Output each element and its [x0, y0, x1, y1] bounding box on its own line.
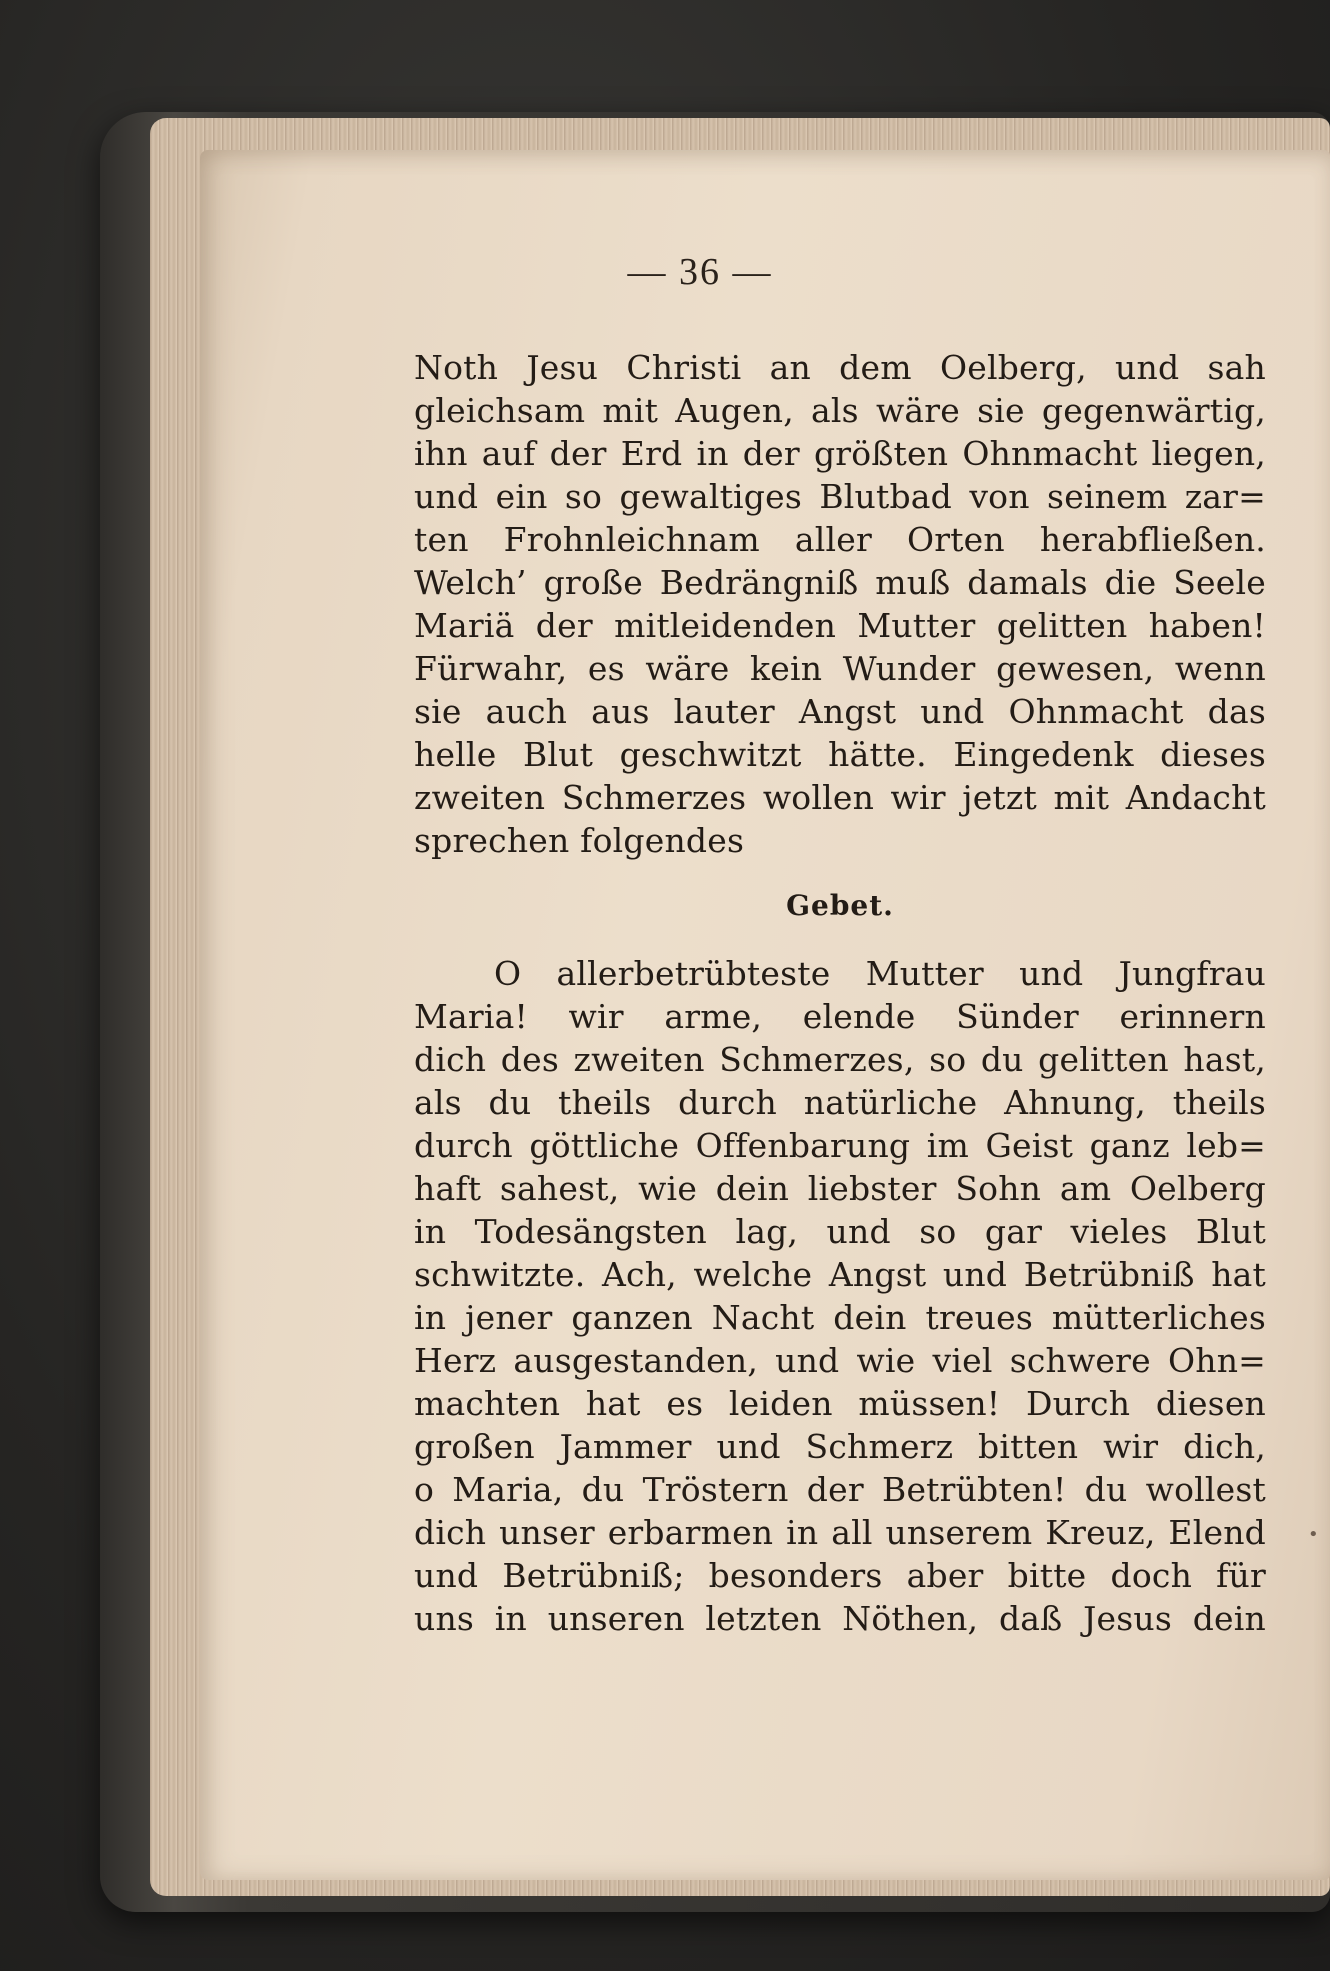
paragraph-2 — [414, 952, 1266, 1640]
text-line: Fürwahr, es wäre kein Wunder gewesen, wenn — [414, 649, 1266, 688]
text-line: Welch’ große Bedrängniß muß damals die Seele — [414, 563, 1266, 602]
text-line: dich unser erbarmen in all unserem Kreuz, Elend — [414, 1513, 1266, 1552]
text-line: und Betrübniß; besonders aber bitte doch für — [414, 1556, 1266, 1595]
text-line: Noth Jesu Christi an dem Oelberg, und sah — [414, 348, 1266, 387]
text-line: ten Frohnleichnam aller Orten herabfließen. — [414, 520, 1266, 559]
page-number: — 36 — — [627, 251, 773, 293]
text-line: gleichsam mit Augen, als wäre sie gegenwärtig, — [414, 391, 1266, 430]
text-line: o Maria, du Tröstern der Betrübten! du wollest — [414, 1470, 1266, 1509]
text-line: sie auch aus lauter Angst und Ohnmacht das — [414, 692, 1266, 731]
text-line: Maria! wir arme, elende Sünder erinnern — [414, 997, 1266, 1036]
text-line: in jener ganzen Nacht dein treues mütterliches — [414, 1298, 1266, 1337]
text-line: O allerbetrübteste Mutter und Jungfrau — [494, 954, 1266, 993]
text-line: zweiten Schmerzes wollen wir jetzt mit Andacht — [414, 778, 1266, 817]
text-line: und ein so gewaltiges Blutbad von seinem zar= — [414, 477, 1266, 516]
text-line: machten hat es leiden müssen! Durch diesen — [414, 1384, 1266, 1423]
text-line: ihn auf der Erd in der größten Ohnmacht liegen, — [414, 434, 1266, 473]
text-line: dich des zweiten Schmerzes, so du gelitten hast, — [414, 1040, 1266, 1079]
margin-dot-icon: • — [1308, 1524, 1319, 1545]
prayer-heading: Gebet. — [786, 889, 894, 922]
paragraph-1 — [414, 346, 1266, 862]
text-line: Mariä der mitleidenden Mutter gelitten haben! — [414, 606, 1266, 645]
text-line: haft sahest, wie dein liebster Sohn am Oelberg — [414, 1169, 1266, 1208]
text-line: in Todesängsten lag, und so gar vieles Blut — [414, 1212, 1266, 1251]
text-line: helle Blut geschwitzt hätte. Eingedenk dieses — [414, 735, 1266, 774]
text-line: Herz ausgestanden, und wie viel schwere Ohn= — [414, 1341, 1266, 1380]
text-line: schwitzte. Ach, welche Angst und Betrübniß hat — [414, 1255, 1266, 1294]
text-line: sprechen folgendes — [414, 821, 745, 860]
text-line: durch göttliche Offenbarung im Geist ganz leb= — [414, 1126, 1266, 1165]
text-line: uns in unseren letzten Nöthen, daß Jesus dein — [414, 1599, 1266, 1638]
text-line: als du theils durch natürliche Ahnung, theils — [414, 1083, 1266, 1122]
text-line: großen Jammer und Schmerz bitten wir dich, — [414, 1427, 1266, 1466]
